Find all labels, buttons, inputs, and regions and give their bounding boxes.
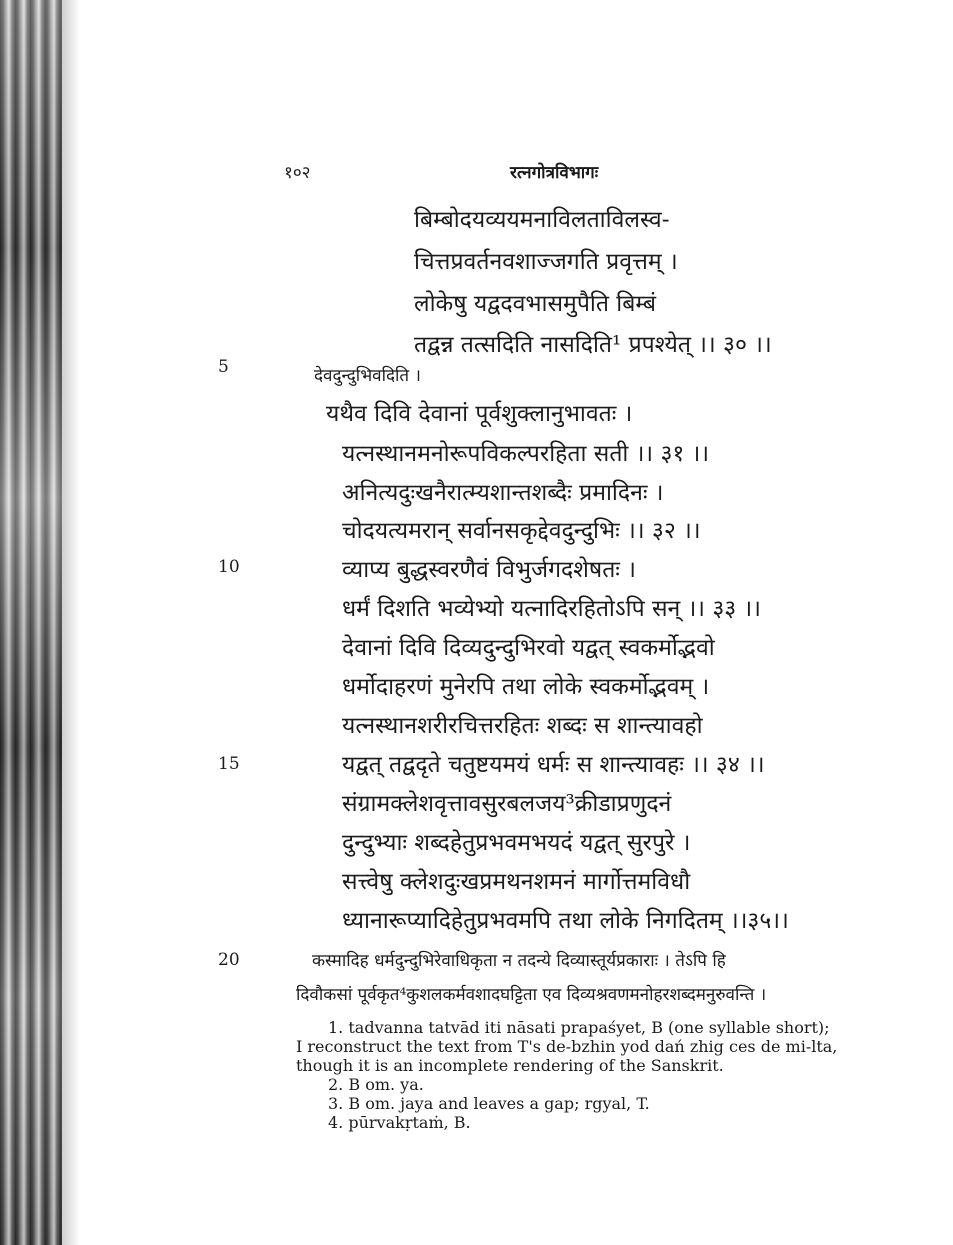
verse-line: बिम्बोदयव्ययमनाविलताविलस्व- — [414, 207, 670, 233]
verse-line: व्याप्य बुद्धस्वरणैवं विभुर्जगदशेषतः । — [342, 557, 636, 583]
verse-line: चोदयत्यमरान् सर्वानसकृद्देवदुन्दुभिः ।। ३२ ।। — [342, 518, 701, 544]
footnote-1-continued: I reconstruct the text from T's de-bzhin yod dań zhig ces de mi-lta, — [296, 1037, 838, 1056]
verse-line: ध्यानारूप्यादिहेतुप्रभवमपि तथा लोके निगदितम् ।।३५।। — [342, 908, 789, 934]
margin-line-number-15: 15 — [218, 754, 240, 774]
verse-line: यद्वत् तद्वदृते चतुष्टयमयं धर्मः स शान्त्यावहः ।। ३४ ।। — [342, 752, 765, 778]
footnote-4: 4. pūrvakṛtaṁ, B. — [328, 1113, 471, 1132]
footnote-2: 2. B om. ya. — [328, 1075, 424, 1094]
prose-line: दिवौकसां पूर्वकृत⁴कुशलकर्मवशादघट्टिता एव दिव्यश्रवणमनोहरशब्दमनुरुवन्ति । — [296, 985, 767, 1005]
verse-line: तद्वन्न तत्सदिति नासदिति¹ प्रपश्येत् ।। ३० ।। — [414, 332, 772, 358]
verse-line: धर्मोदाहरणं मुनेरपि तथा लोके स्वकर्मोद्भवम् । — [342, 674, 710, 700]
footnote-1-continued: though it is an incomplete rendering of the Sanskrit. — [296, 1056, 724, 1075]
verse-line: संग्रामक्लेशवृत्तावसुरबलजय³क्रीडाप्रणुदनं — [342, 791, 672, 817]
page-number: १०२ — [284, 163, 311, 183]
prose-line: कस्मादिह धर्मदुन्दुभिरेवाधिकृता न तदन्ये दिव्यास्तूर्यप्रकाराः । तेऽपि हि — [312, 951, 726, 971]
verse-line: देवानां दिवि दिव्यदुन्दुभिरवो यद्वत् स्वकर्मोद्भवो — [342, 635, 715, 661]
footnote-3: 3. B om. jaya and leaves a gap; rgyal, T. — [328, 1094, 650, 1113]
verse-line: धर्मं दिशति भव्येभ्यो यत्नादिरहितोऽपि सन् ।। ३३ ।। — [342, 596, 761, 622]
verse-line: यत्नस्थानमनोरूपविकल्परहिता सती ।। ३१ ।। — [342, 441, 710, 467]
scanned-binding-edge — [0, 0, 62, 1245]
margin-line-number-10: 10 — [218, 557, 240, 577]
running-title: रत्नगोत्रविभागः — [510, 163, 599, 183]
verse-line: चित्तप्रवर्तनवशाज्जगति प्रवृत्तम् । — [414, 249, 678, 275]
verse-line: यथैव दिवि देवानां पूर्वशुक्लानुभावतः । — [326, 401, 633, 427]
margin-line-number-20: 20 — [218, 950, 240, 970]
verse-line: दुन्दुभ्याः शब्दहेतुप्रभवमभयदं यद्वत् सुरपुरे । — [342, 830, 691, 856]
verse-line: सत्त्वेषु क्लेशदुःखप्रमथनशमनं मार्गोत्तमविधौ — [342, 869, 691, 895]
footnotes — [296, 1018, 837, 1132]
prose-heading: देवदुन्दुभिवदिति । — [314, 366, 421, 386]
binding-shadow — [62, 0, 80, 1245]
footnote-1: 1. tadvanna tatvād iti nāsati prapaśyet, B (one syllable short); — [328, 1018, 830, 1037]
verse-line: यत्नस्थानशरीरचित्तरहितः शब्दः स शान्त्यावहो — [342, 713, 703, 739]
margin-line-number-5: 5 — [218, 357, 229, 377]
verse-line: लोकेषु यद्वदवभासमुपैति बिम्बं — [414, 291, 656, 317]
page-header — [284, 160, 844, 186]
verse-line: अनित्यदुःखनैरात्म्यशान्तशब्दैः प्रमादिनः । — [342, 480, 664, 506]
